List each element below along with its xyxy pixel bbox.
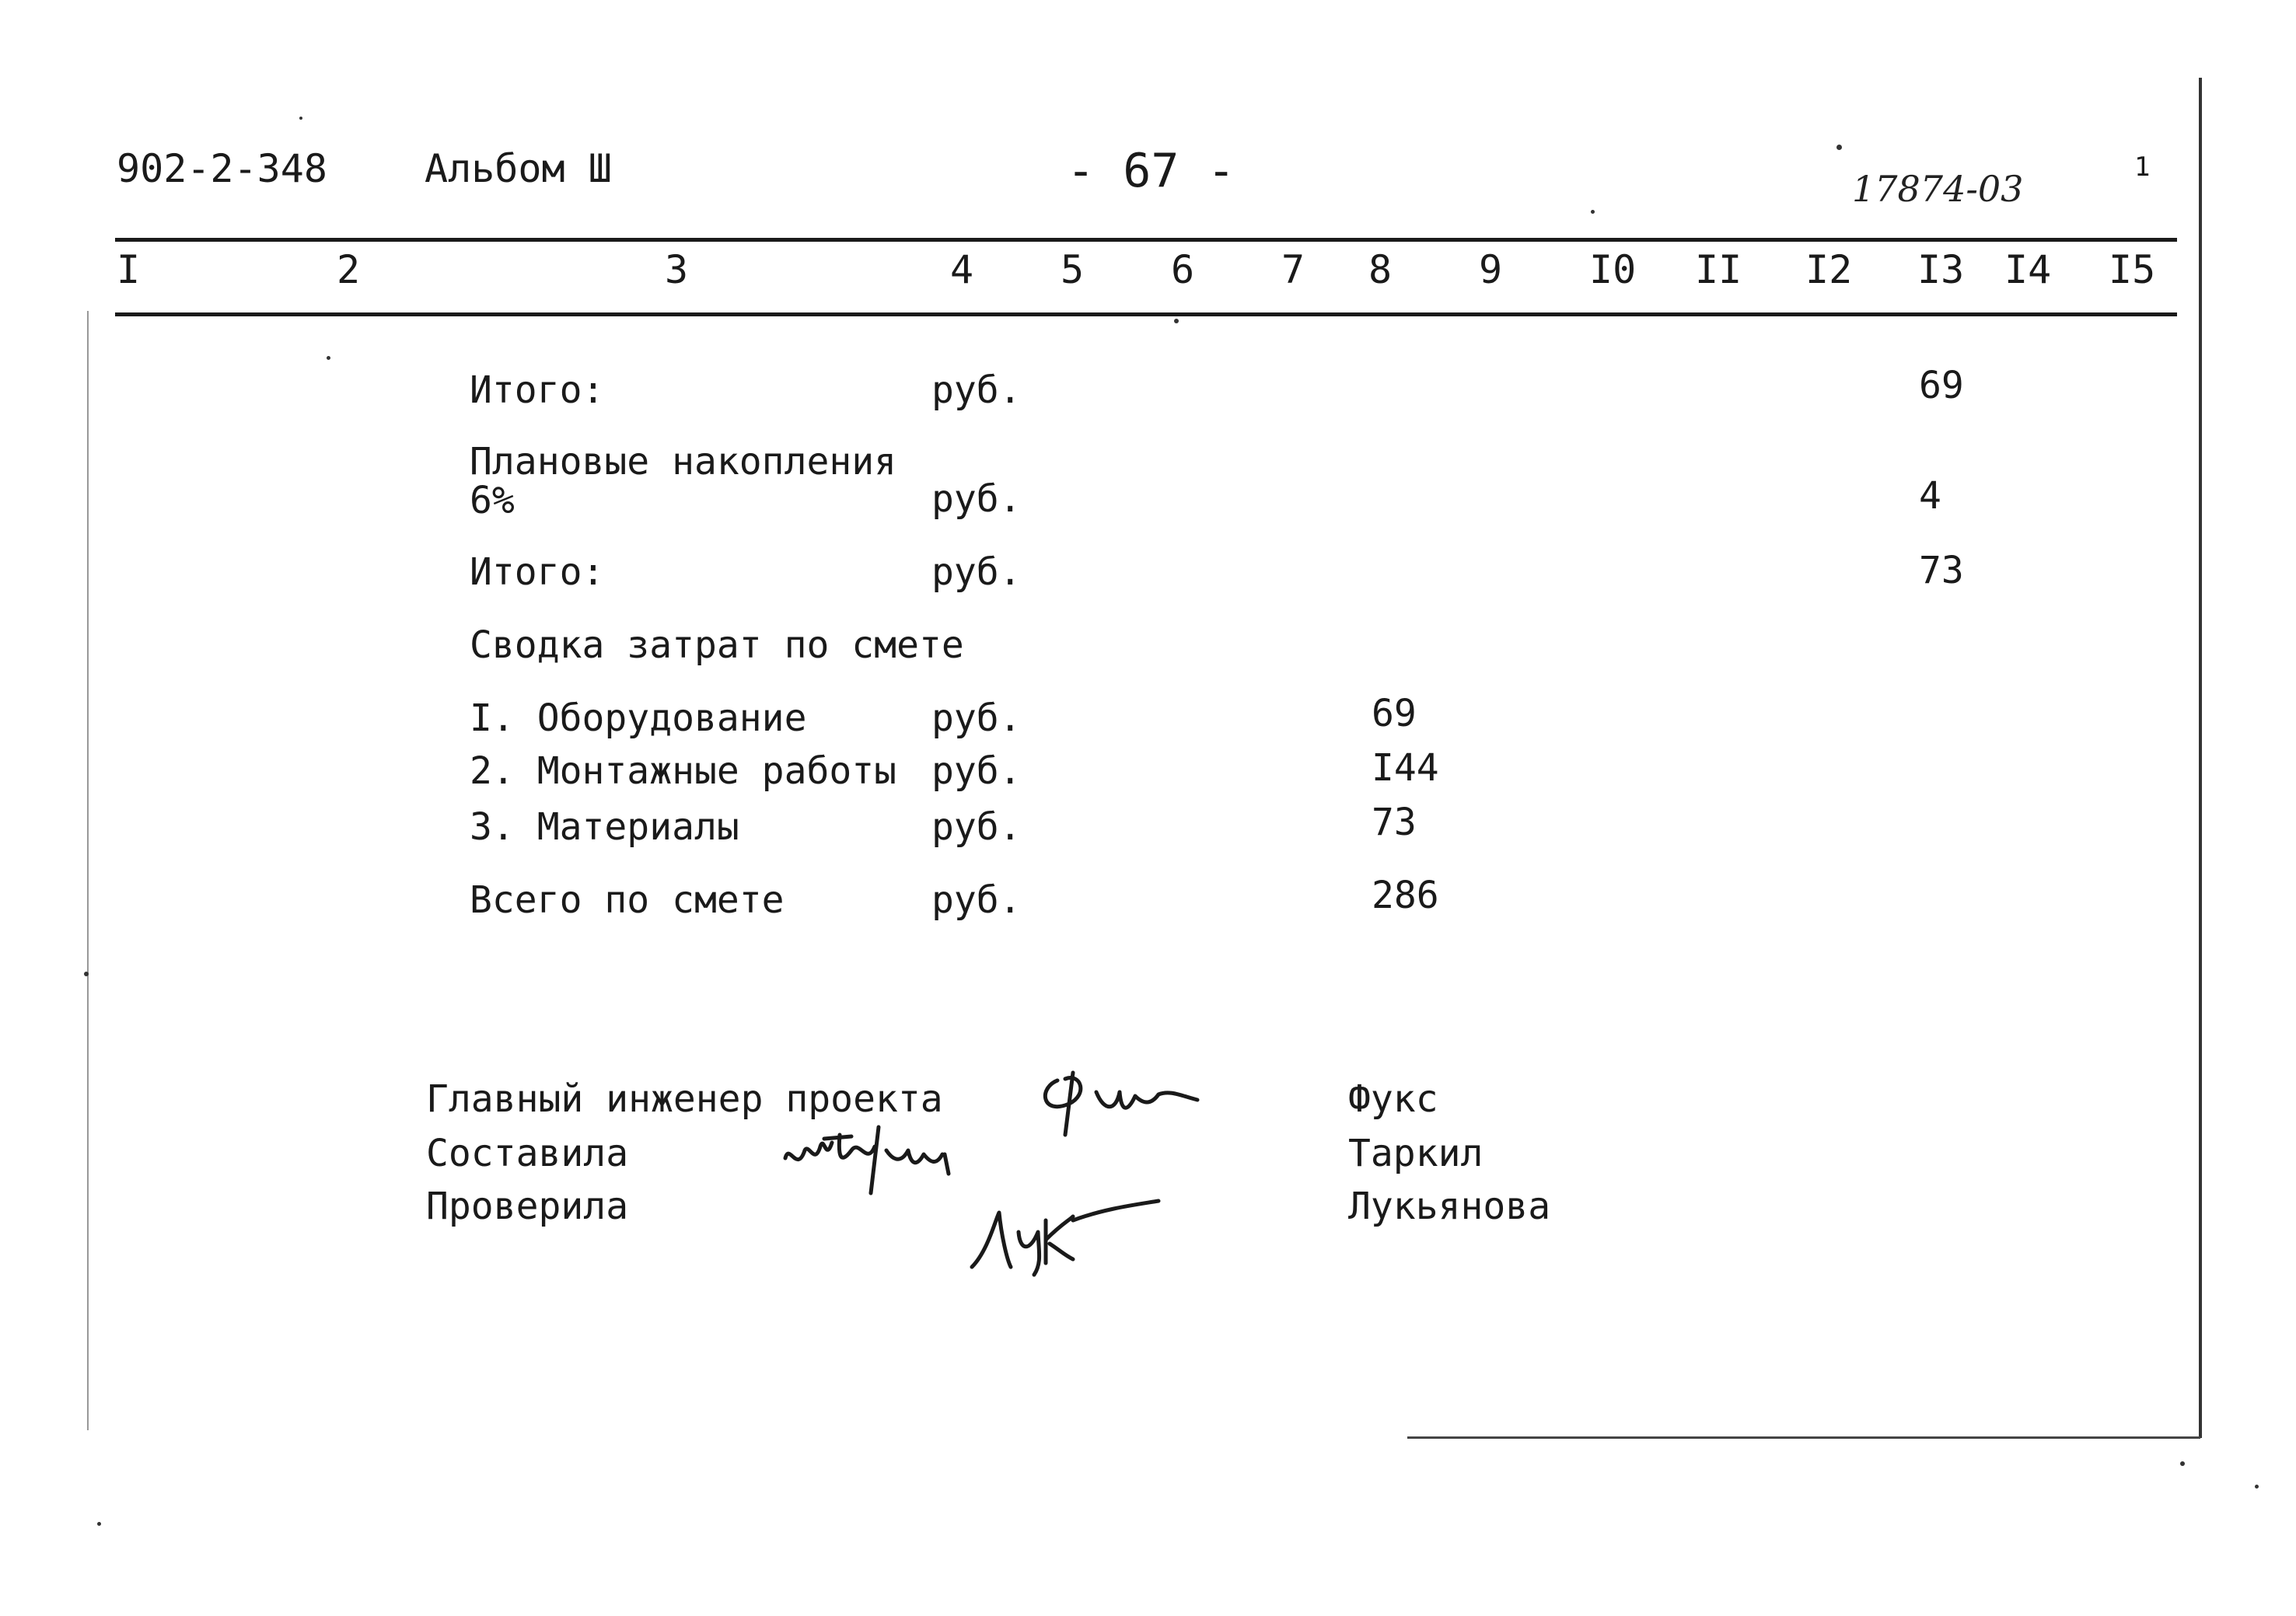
handwritten-signature-checker xyxy=(964,1189,1166,1283)
page-number: - 67 - xyxy=(1067,144,1235,198)
signature-role: Составила xyxy=(426,1132,629,1175)
row-value-col13: 4 xyxy=(1919,474,1941,518)
column-number: II xyxy=(1695,247,1742,292)
doc-code: 902-2-348 xyxy=(117,146,327,191)
scan-speck xyxy=(327,356,330,360)
summary-title: Сводка затрат по смете xyxy=(470,623,964,667)
scan-speck xyxy=(1836,145,1842,150)
signature-name: Фукс xyxy=(1348,1077,1438,1121)
scan-speck xyxy=(84,972,89,976)
summary-item-unit: руб. xyxy=(931,805,1022,849)
column-number: I5 xyxy=(2109,247,2156,292)
scan-speck xyxy=(2255,1485,2259,1489)
signature-role: Главный инженер проекта xyxy=(426,1077,943,1121)
page-right-border xyxy=(2199,78,2202,1438)
summary-item-unit: руб. xyxy=(931,696,1022,740)
summary-total-value: 286 xyxy=(1372,874,1439,917)
column-number: 7 xyxy=(1281,247,1305,292)
header-bottom-rule xyxy=(115,312,2177,316)
column-number: I2 xyxy=(1805,247,1853,292)
scan-speck xyxy=(1174,319,1179,323)
page-left-border xyxy=(87,311,89,1430)
row-unit: руб. xyxy=(931,477,1022,521)
row-value-col13: 69 xyxy=(1919,364,1964,407)
signature-name: Таркил xyxy=(1348,1132,1483,1175)
handwritten-signature-compiler xyxy=(778,1119,972,1197)
column-number: I4 xyxy=(2004,247,2052,292)
signature-role: Проверила xyxy=(426,1185,629,1228)
row-label: Плановые накопления xyxy=(470,440,897,483)
column-number: I3 xyxy=(1917,247,1965,292)
summary-item-value: I44 xyxy=(1372,746,1439,790)
row-value-col13: 73 xyxy=(1919,549,1964,592)
archive-number: 17874-03 xyxy=(1852,168,2024,210)
row-unit: руб. xyxy=(931,550,1022,594)
row-label: Итого: xyxy=(470,550,605,594)
signature-name: Лукьянова xyxy=(1348,1185,1551,1228)
scan-speck xyxy=(1591,210,1595,214)
column-number: I0 xyxy=(1589,247,1637,292)
summary-item-label: 2. Монтажные работы xyxy=(470,749,897,793)
column-number: 9 xyxy=(1479,247,1503,292)
summary-item-unit: руб. xyxy=(931,749,1022,793)
header-top-rule xyxy=(115,238,2177,242)
column-number: 6 xyxy=(1171,247,1195,292)
column-number: 5 xyxy=(1061,247,1085,292)
row-unit: руб. xyxy=(931,368,1022,412)
row-label-percent: 6% xyxy=(470,479,515,522)
column-number: 4 xyxy=(950,247,974,292)
row-label: Итого: xyxy=(470,368,605,412)
album-label: Альбом Ш xyxy=(425,146,612,191)
summary-total-label: Всего по смете xyxy=(470,878,785,922)
scan-speck xyxy=(2180,1461,2185,1466)
column-number: 2 xyxy=(337,247,361,292)
scan-speck xyxy=(97,1522,101,1526)
summary-item-label: 3. Материалы xyxy=(470,805,739,849)
page-bottom-border xyxy=(1407,1436,2200,1439)
column-number: I xyxy=(117,247,141,292)
column-number: 3 xyxy=(665,247,689,292)
summary-item-label: I. Оборудование xyxy=(470,696,807,740)
scan-speck xyxy=(299,117,302,120)
column-number: 8 xyxy=(1368,247,1393,292)
summary-item-value: 69 xyxy=(1372,692,1417,735)
sheet-mark: 1 xyxy=(2134,152,2151,183)
summary-item-value: 73 xyxy=(1372,801,1417,844)
summary-total-unit: руб. xyxy=(931,878,1022,922)
handwritten-signature-chief-engineer xyxy=(1034,1057,1213,1143)
